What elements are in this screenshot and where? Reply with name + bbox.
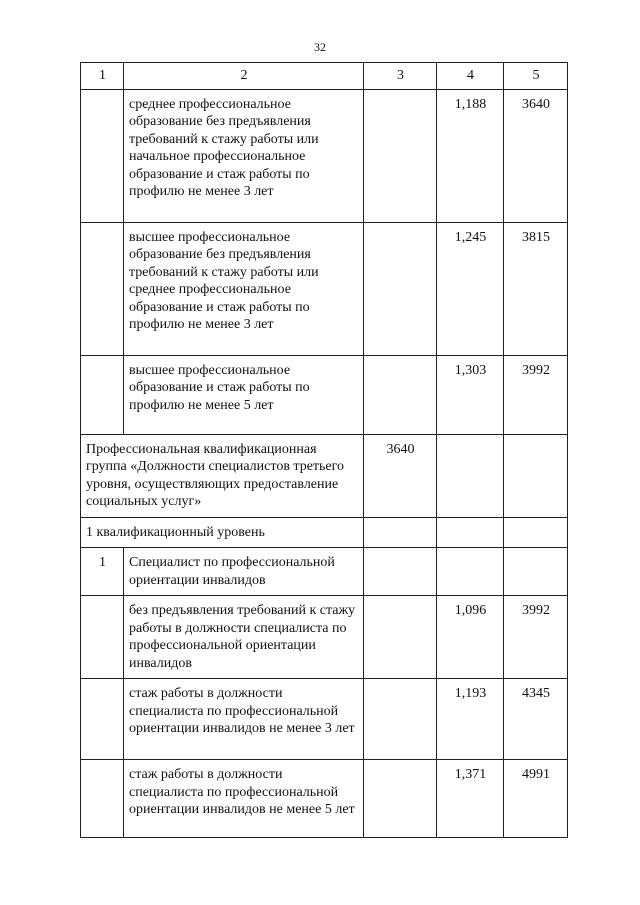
empty-cell [437,517,504,548]
table-row [81,679,568,760]
base-salary-cell [364,760,437,838]
empty-cell [437,548,504,596]
header-cell: 5 [504,63,568,90]
empty-cell [504,517,568,548]
row-number-cell [81,89,124,222]
table-row [81,760,568,838]
requirement-cell: высшее профессиональное образование и стаж работы по профилю не менее 5 лет [124,355,364,434]
group-title-cell: Профессиональная квалификационная группа «Должности специалистов третьего уровня, осуществляющих предоставление социальных услуг» [81,434,364,517]
table-header-row [81,63,568,90]
row-number-cell [81,679,124,760]
salary-cell: 3640 [504,89,568,222]
base-salary-cell [364,89,437,222]
level-row [81,517,568,548]
position-number-cell: 1 [81,548,124,596]
salary-cell: 4345 [504,679,568,760]
empty-cell [437,434,504,517]
empty-cell [364,517,437,548]
salary-cell: 3992 [504,596,568,679]
base-salary-cell [364,596,437,679]
empty-cell [364,548,437,596]
empty-cell [504,548,568,596]
header-cell: 4 [437,63,504,90]
salary-cell: 4991 [504,760,568,838]
base-salary-cell [364,222,437,355]
coefficient-cell: 1,096 [437,596,504,679]
requirement-cell: без предъявления требований к стажу работы в должности специалиста по профессиональной ориентации инвалидов [124,596,364,679]
group-salary-cell: 3640 [364,434,437,517]
coefficient-cell: 1,193 [437,679,504,760]
requirement-cell: среднее профессиональное образование без предъявления требований к стажу работы или начальное профессиональное образование и стаж работы по профилю не менее 3 лет [124,89,364,222]
table-row [81,596,568,679]
group-row [81,434,568,517]
header-cell: 2 [124,63,364,90]
table-row [81,222,568,355]
salary-cell: 3815 [504,222,568,355]
position-title-cell: Специалист по профессиональной ориентации инвалидов [124,548,364,596]
empty-cell [504,434,568,517]
coefficient-cell: 1,371 [437,760,504,838]
row-number-cell [81,596,124,679]
level-title-cell: 1 квалификационный уровень [81,517,364,548]
coefficient-cell: 1,245 [437,222,504,355]
base-salary-cell [364,679,437,760]
requirement-cell: высшее профессиональное образование без предъявления требований к стажу работы или среднее профессиональное образование и стаж работы по профилю не менее 3 лет [124,222,364,355]
table-row [81,89,568,222]
coefficient-cell: 1,303 [437,355,504,434]
coefficient-cell: 1,188 [437,89,504,222]
table-row [81,355,568,434]
salary-cell: 3992 [504,355,568,434]
position-row [81,548,568,596]
requirement-cell: стаж работы в должности специалиста по профессиональной ориентации инвалидов не менее 5 лет [124,760,364,838]
header-cell: 3 [364,63,437,90]
row-number-cell [81,355,124,434]
salary-table [80,62,568,838]
row-number-cell [81,222,124,355]
row-number-cell [81,760,124,838]
page-number: 32 [314,40,326,54]
requirement-cell: стаж работы в должности специалиста по профессиональной ориентации инвалидов не менее 3 лет [124,679,364,760]
base-salary-cell [364,355,437,434]
header-cell: 1 [81,63,124,90]
